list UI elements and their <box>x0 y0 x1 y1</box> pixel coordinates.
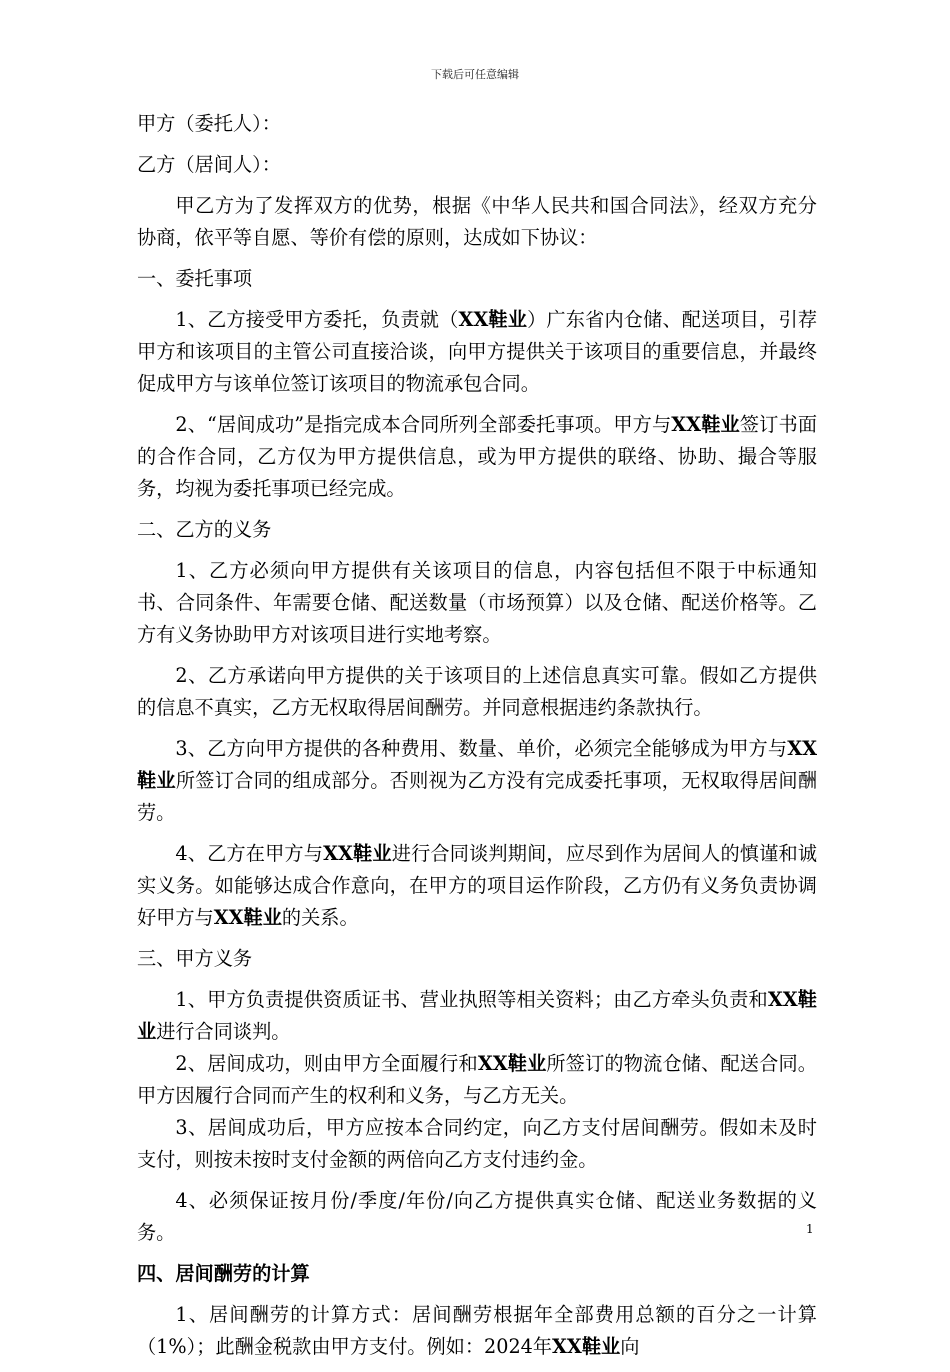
company-name: XX鞋业 <box>137 737 817 792</box>
company-name: XX鞋业 <box>458 308 528 331</box>
company-name: XX鞋业 <box>671 413 740 436</box>
section-1-item-1: 1、乙方接受甲方委托，负责就（XX鞋业）广东省内仓储、配送项目，引荐甲方和该项目的主管公司直接洽谈，向甲方提供关于该项目的重要信息，并最终促成甲方与该单位签订该项目的物流承包合同。 <box>137 308 818 395</box>
page-number: 1 <box>806 1222 814 1236</box>
section-3-item-3: 3、居间成功后，甲方应按本合同约定，向乙方支付居间酬劳。假如未及时支付，则按未按时支付金额的两倍向乙方支付违约金。 <box>137 1116 817 1171</box>
party-a-line: 甲方（委托人）： <box>137 112 281 135</box>
company-name: XX鞋业 <box>137 988 817 1043</box>
section-3-title: 三、甲方义务 <box>137 947 253 970</box>
company-name: XX鞋业 <box>477 1052 547 1075</box>
section-4-item-1: 1、居间酬劳的计算方式：居间酬劳根据年全部费用总额的百分之一计算（1%）；此酬金税款由甲方支付。例如：2024年XX鞋业向 <box>137 1303 817 1358</box>
page-header-note: 下载后可任意编辑 <box>431 68 519 81</box>
section-1-title: 一、委托事项 <box>137 267 253 290</box>
section-3-item-2: 2、居间成功，则由甲方全面履行和XX鞋业所签订的物流仓储、配送合同。甲方因履行合同而产生的权利和义务，与乙方无关。 <box>137 1052 817 1107</box>
intro-paragraph: 甲乙方为了发挥双方的优势，根据《中华人民共和国合同法》，经双方充分协商，依平等自愿、等价有偿的原则，达成如下协议： <box>137 194 817 249</box>
company-name: XX鞋业 <box>552 1335 621 1358</box>
section-2-title: 二、乙方的义务 <box>137 518 272 541</box>
section-2-item-1: 1、乙方必须向甲方提供有关该项目的信息，内容包括但不限于中标通知书、合同条件、年需要仓储、配送数量（市场预算）以及仓储、配送价格等。乙方有义务协助甲方对该项目进行实地考察。 <box>137 559 817 646</box>
party-b-line: 乙方（居间人）： <box>137 153 281 176</box>
company-name: XX鞋业 <box>213 906 282 929</box>
company-name: XX鞋业 <box>323 842 392 865</box>
section-2-item-4: 4、乙方在甲方与XX鞋业进行合同谈判期间，应尽到作为居间人的慎谨和诚实义务。如能够达成合作意向，在甲方的项目运作阶段，乙方仍有义务负责协调好甲方与XX鞋业的关系。 <box>137 842 818 929</box>
section-2-item-3: 3、乙方向甲方提供的各种费用、数量、单价，必须完全能够成为甲方与XX鞋业所签订合同的组成部分。否则视为乙方没有完成委托事项，无权取得居间酬劳。 <box>137 737 818 824</box>
section-3-item-4: 4、必须保证按月份/季度/年份/向乙方提供真实仓储、配送业务数据的义务。 <box>137 1189 817 1244</box>
document-body <box>137 108 817 1372</box>
section-3-item-1: 1、甲方负责提供资质证书、营业执照等相关资料；由乙方牵头负责和XX鞋业进行合同谈判。 <box>137 988 817 1043</box>
section-1-item-2: 2、“居间成功”是指完成本合同所列全部委托事项。甲方与XX鞋业签订书面的合作合同，乙方仅为甲方提供信息，或为甲方提供的联络、协助、撮合等服务，均视为委托事项已经完成。 <box>137 413 818 500</box>
section-2-item-2: 2、乙方承诺向甲方提供的关于该项目的上述信息真实可靠。假如乙方提供的信息不真实，乙方无权取得居间酬劳。并同意根据违约条款执行。 <box>137 664 817 719</box>
section-4-title: 四、居间酬劳的计算 <box>137 1262 310 1285</box>
